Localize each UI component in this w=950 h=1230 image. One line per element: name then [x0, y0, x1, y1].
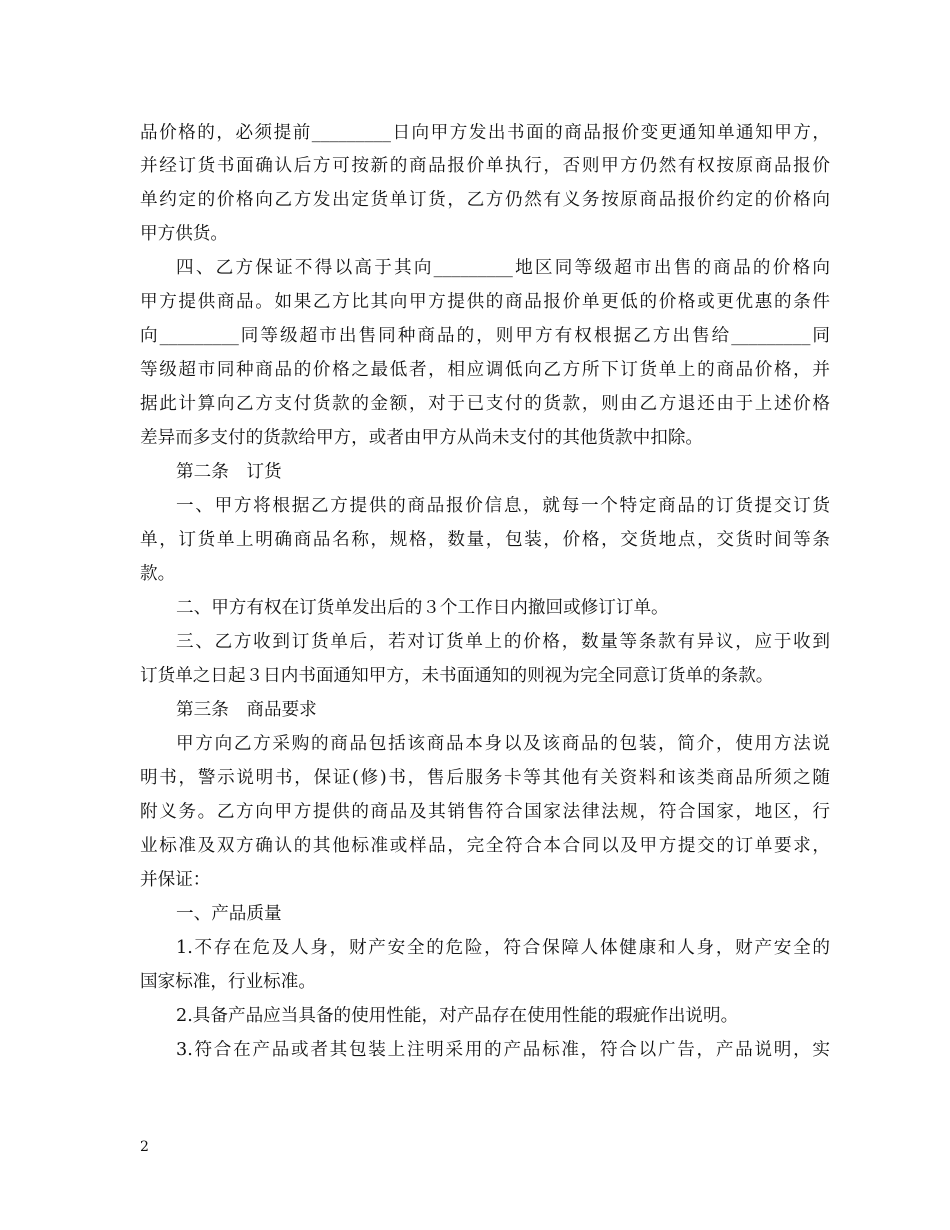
text-line: 向_________同等级超市出售同种商品的，则甲方有权根据乙方出售给_________同: [140, 326, 830, 346]
text-line: 三、乙方收到订货单后，若对订货单上的价格，数量等条款有异议，应于收到: [176, 632, 830, 652]
text-line: 据此计算向乙方支付货款的金额，对于已支付的货款，则由乙方退还由于上述价格: [140, 394, 830, 414]
text-line: 甲方供货。: [140, 224, 228, 244]
text-line: 二、甲方有权在订货单发出后的３个工作日内撤回或修订订单。: [176, 598, 669, 618]
text-line: 附义务。乙方向甲方提供的商品及其销售符合国家法律法规，符合国家，地区，行: [140, 802, 830, 822]
text-line: 订货单之日起３日内书面通知甲方，未书面通知的则视为完全同意订货单的条款。: [140, 666, 774, 686]
text-line: 明书，警示说明书，保证(修)书，售后服务卡等其他有关资料和该类商品所须之随: [140, 768, 830, 788]
text-line: 并保证：: [140, 870, 211, 890]
text-line: 单，订货单上明确商品名称，规格，数量，包装，价格，交货地点，交货时间等条: [140, 530, 830, 550]
sub-heading: 一、产品质量: [176, 904, 282, 924]
text-line: 1.不存在危及人身，财产安全的危险，符合保障人体健康和人身，财产安全的: [176, 938, 830, 958]
text-line: 单约定的价格向乙方发出定货单订货，乙方仍然有义务按原商品报价约定的价格向: [140, 190, 830, 210]
text-line: 差异而多支付的货款给甲方，或者由甲方从尚未支付的其他货款中扣除。: [140, 428, 704, 448]
text-line: 国家标准，行业标准。: [140, 972, 316, 992]
text-line: 2.具备产品应当具备的使用性能，对产品存在使用性能的瑕疵作出说明。: [176, 1006, 739, 1026]
text-line: 甲方向乙方采购的商品包括该商品本身以及该商品的包装，简介，使用方法说: [176, 734, 830, 754]
section-heading: 第三条 商品要求: [176, 700, 317, 720]
text-line: 品价格的，必须提前_________日向甲方发出书面的商品报价变更通知单通知甲方，: [140, 123, 830, 143]
section-heading: 第二条 订货: [176, 462, 282, 482]
text-line: 3.符合在产品或者其包装上注明采用的产品标准，符合以广告，产品说明，实: [176, 1040, 830, 1060]
text-line: 甲方提供商品。如果乙方比其向甲方提供的商品报价单更低的价格或更优惠的条件: [140, 292, 830, 312]
text-line: 业标准及双方确认的其他标准或样品，完全符合本合同以及甲方提交的订单要求，: [140, 836, 830, 856]
text-line: 四、乙方保证不得以高于其向_________地区同等级超市出售的商品的价格向: [176, 258, 830, 278]
text-line: 等级超市同种商品的价格之最低者，相应调低向乙方所下订货单上的商品价格，并: [140, 360, 830, 380]
text-line: 并经订货书面确认后方可按新的商品报价单执行，否则甲方仍然有权按原商品报价: [140, 156, 830, 176]
page-number: 2: [140, 1139, 149, 1155]
text-line: 一、甲方将根据乙方提供的商品报价信息，就每一个特定商品的订货提交订货: [176, 496, 830, 516]
text-line: 款。: [140, 564, 176, 584]
